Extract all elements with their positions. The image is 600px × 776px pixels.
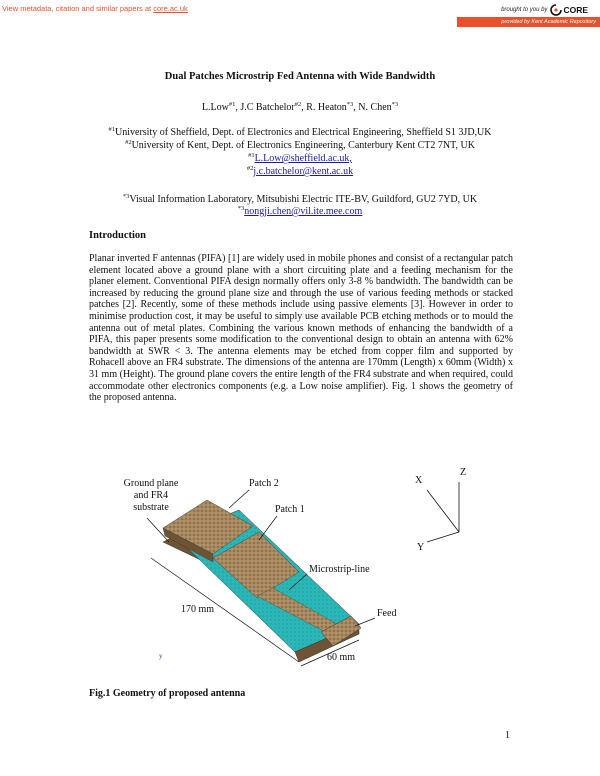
antenna-figure <box>89 462 514 682</box>
length-label: 170 mm <box>181 604 215 615</box>
email-link-3[interactable]: nongji.chen@vil.ite.mee.com <box>244 206 363 217</box>
patch-2-label: Patch 2 <box>249 478 279 489</box>
author-name: J.C Batchelor <box>240 102 295 113</box>
affiliation-mark: *3 <box>122 193 130 200</box>
author-name: R. Heaton <box>306 102 347 113</box>
feed-label: Feed <box>377 608 397 619</box>
email-2-row <box>0 163 600 178</box>
author-separator: , <box>353 102 359 113</box>
section-heading: Introduction <box>89 230 146 241</box>
affiliation-mark: #1 <box>108 126 115 133</box>
affiliation-text: University of Kent, Dept. of Electronics Engineering, Canterbury Kent CT2 7NT, UK <box>131 140 475 151</box>
email-mark: *3 <box>237 205 245 212</box>
view-metadata-text: View metadata, citation and similar papers at <box>2 4 154 13</box>
small-axis-mark: y <box>159 652 163 660</box>
view-metadata-link-row <box>2 4 188 13</box>
author-mark: *3 <box>346 101 354 108</box>
author-list <box>0 101 600 113</box>
core-banner <box>0 0 600 28</box>
axis-x-line <box>427 490 459 532</box>
affiliation-text: Visual Information Laboratory, Mitsubishi Electric ITE-BV, Guildford, GU2 7YD, UK <box>129 194 478 205</box>
author-separator: , <box>301 102 307 113</box>
core-logo <box>550 4 588 16</box>
author-name: N. Chen <box>358 102 392 113</box>
patch1-leader <box>259 516 277 540</box>
provided-by-bar: provided by Kent Academic Repository <box>457 17 600 27</box>
ground-label-line: Ground plane <box>123 478 179 489</box>
author-mark: *3 <box>391 101 399 108</box>
page-number: 1 <box>505 730 510 741</box>
email-mark: #1 <box>248 152 255 159</box>
feed-leader <box>355 618 375 626</box>
axis-z-label: Z <box>460 467 467 478</box>
brought-by-core[interactable] <box>501 4 588 16</box>
author-name: L.Low <box>201 102 229 113</box>
patch2-leader <box>229 490 249 508</box>
width-label: 60 mm <box>327 652 356 663</box>
author-mark: #2 <box>294 101 302 108</box>
affiliation-mark: #2 <box>125 139 132 146</box>
axis-y-line <box>427 532 459 542</box>
figure-caption: Fig.1 Geometry of proposed antenna <box>89 688 246 699</box>
ground-plane-label <box>111 478 191 514</box>
paper-title: Dual Patches Microstrip Fed Antenna with Wide Bandwidth <box>164 71 436 82</box>
email-link-2[interactable]: j.c.batchelor@kent.ac.uk <box>253 166 354 177</box>
body-paragraph: Planar inverted F antennas (PIFA) [1] are widely used in mobile phones and consist of a rectangular patch element located above a ground plane with a short circuiting plate and a feeding mechanism for the planer element. Conventional PIFA design normally offers only 3-8 % bandwidth. The bandwidth can be increased by reducing the ground plane size and through the use of various feeding methods or stacked patches [2]. Recently, some of these methods include using passive elements [3]. However in order to minimise production cost, it may be useful to simply use available PCB etching methods or to mould the antenna out of metal plates. Combining the various known methods of enhancing the bandwidth of a PIFA, this paper presents some modification to the conventional design to obtain an antenna with 62% bandwidth at SWR < 3. The antenna elements may be etched from copper film and supported by Rohacell above an FR4 substrate. The dimensions of the antenna are 170mm (Length) x 60mm (Width) x 31 mm (Height). The ground plane covers the entire length of the FR4 substrate and when required, could accommodate other electronics components (e.g. a Low noise amplifier). Fig. 1 shows the geometry of the proposed antenna. <box>89 253 513 404</box>
core-logo-text: CORE <box>563 5 588 15</box>
patch-1-label: Patch 1 <box>275 504 305 515</box>
core-logo-icon <box>550 4 562 16</box>
email-mark: #2 <box>246 165 254 172</box>
microstrip-label: Microstrip-line <box>309 564 370 575</box>
ground-label-line: and FR4 <box>133 490 169 501</box>
author-mark: #1 <box>228 101 236 108</box>
affiliation-text: University of Sheffield, Dept. of Electronics and Electrical Engineering, Sheffield S1 3JD,UK <box>115 127 492 138</box>
email-link-1[interactable]: L.Low@sheffield.ac.uk, <box>254 153 352 164</box>
email-3-row <box>0 203 600 218</box>
author-separator: , <box>235 102 241 113</box>
brought-by-text: brought to you by <box>501 7 548 13</box>
core-link[interactable]: core.ac.uk <box>153 4 188 13</box>
ground-label-line: substrate <box>133 502 169 513</box>
axis-y-label: Y <box>417 542 425 553</box>
axis-x-label: X <box>415 475 423 486</box>
